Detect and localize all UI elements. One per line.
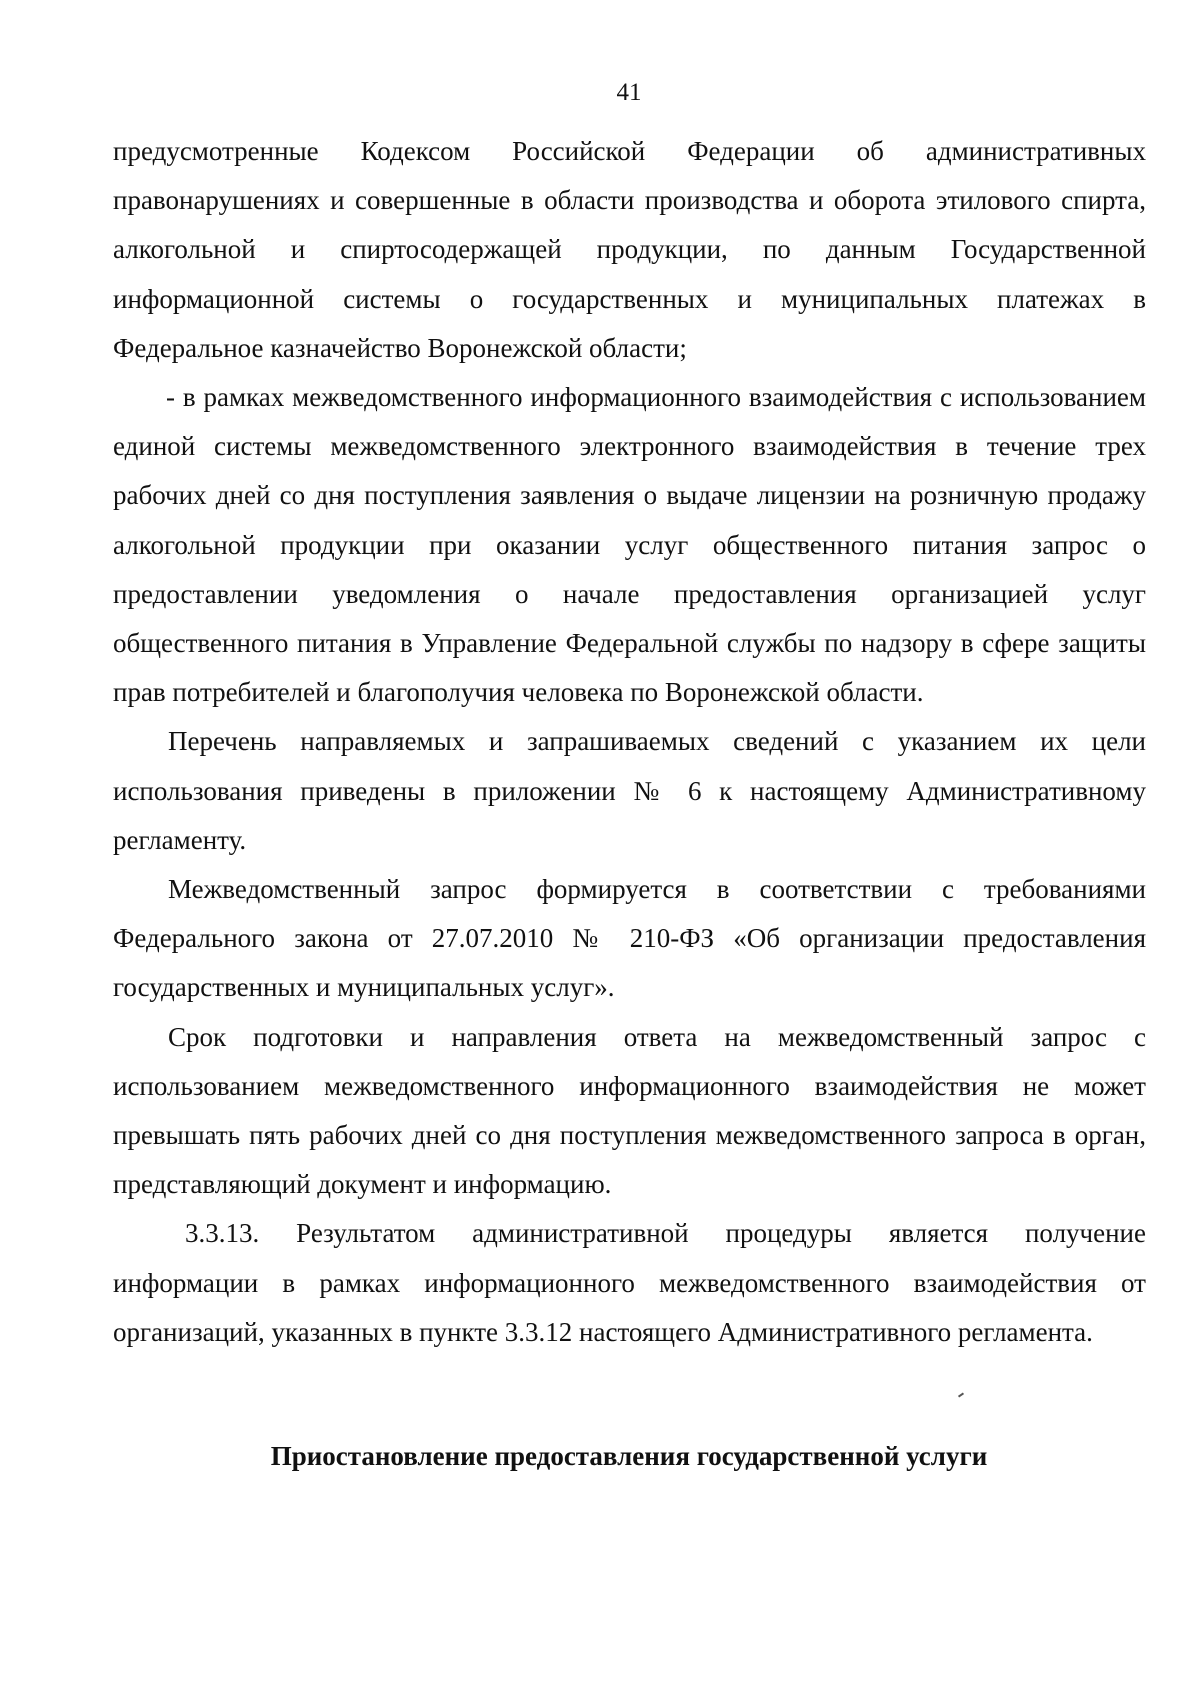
paragraph-request-formation: Межведомственный запрос формируется в соответствии с требованиями Федерального закона от 27.07.2010 № 210-ФЗ «Об организации предоставления государственных и муниципальных услуг».	[113, 874, 1146, 1003]
paragraph-response-deadline: Срок подготовки и направления ответа на межведомственный запрос с использованием межведомственного информационного взаимодействия не может превышать пять рабочих дней со дня поступления межведомственного запроса в орган, представляющий документ и информацию.	[113, 1021, 1146, 1200]
page-number: 41	[616, 79, 642, 106]
section-heading: Приостановление предоставления государственной услуги	[270, 1441, 988, 1471]
paragraph-interagency-request-item: - в рамках межведомственного информационного взаимодействия с использованием единой системы межведомственного электронного взаимодействия в течение трех рабочих дней со дня поступления заявления о выдаче лицензии на розничную продажу алкогольной продукции при оказании услуг общественного питания запрос о предоставлении уведомления о начале предоставления организацией услуг общественного питания в Управление Федеральной службы по надзору в сфере защиты прав потребителей и благополучия человека по Воронежской области.	[113, 382, 1146, 708]
paragraph-list-of-information: Перечень направляемых и запрашиваемых сведений с указанием их цели использования приведены в приложении № 6 к настоящему Административному регламенту.	[113, 726, 1146, 855]
paragraph-procedure-result: 3.3.13. Результатом административной процедуры является получение информации в рамках информационного межведомственного взаимодействия от организаций, указанных в пункте 3.3.12 настоящего Административного регламента.	[113, 1218, 1146, 1347]
paragraph-continuation: предусмотренные Кодексом Российской Федерации об административных правонарушениях и совершенные в области производства и оборота этилового спирта, алкогольной и спиртосодержащей продукции, по данным Государственной информационной системы о государственных и муниципальных платежах в Федеральное казначейство Воронежской области;	[113, 136, 1146, 363]
document-body	[113, 127, 1146, 1357]
scan-speck	[958, 1392, 964, 1397]
